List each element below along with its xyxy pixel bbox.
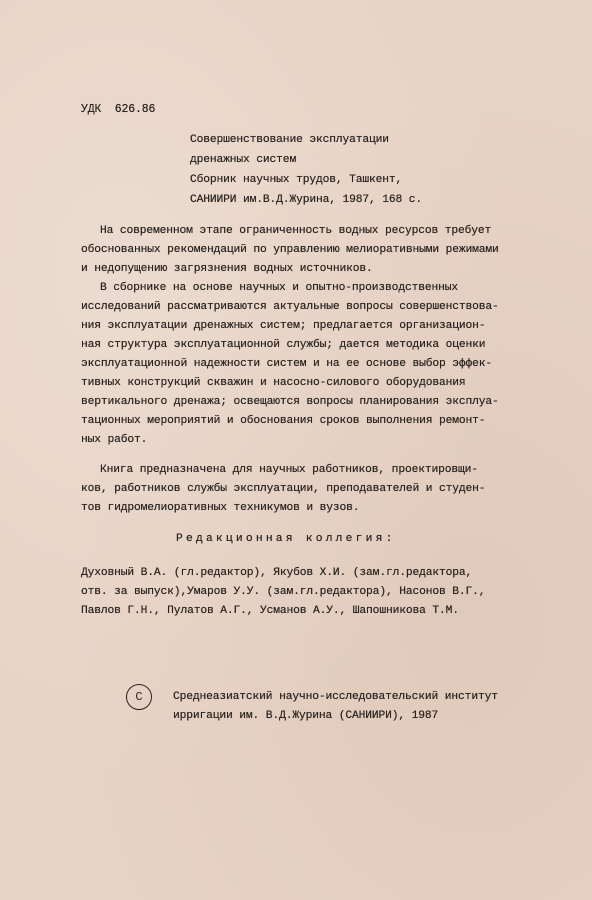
abstract-line: Книга предназначена для научных работников, проектировщи- [100, 464, 478, 476]
abstract-line: В сборнике на основе научных и опытно-производственных [100, 282, 458, 294]
board-line: отв. за выпуск),Умаров У.У. (зам.гл.редактора), Насонов В.Г., [81, 586, 486, 598]
abstract-line: тационных мероприятий и обоснования сроков выполнения ремонт- [81, 415, 486, 427]
institute-line: Среднеазиатский научно-исследовательский институт [173, 691, 498, 703]
abstract-line: обоснованных рекомендаций по управлению мелиоративными режимами [81, 244, 499, 256]
abstract-line: исследований рассматриваются актуальные вопросы совершенствова- [81, 301, 499, 313]
reference-line: Сборник научных трудов, Ташкент, [190, 174, 403, 186]
abstract-line: ния эксплуатации дренажных систем; предлагается организацион- [81, 320, 486, 332]
abstract-line: ная структура эксплуатационной службы; дается методика оценки [81, 339, 486, 351]
abstract-line: ков, работников службы эксплуатации, преподавателей и студен- [81, 483, 486, 495]
copyright-icon: С [126, 684, 152, 710]
reference-line: САНИИРИ им.В.Д.Журина, 1987, 168 с. [190, 194, 423, 206]
board-line: Павлов Г.Н., Пулатов А.Г., Усманов А.У., Шапошникова Т.М. [81, 605, 459, 617]
reference-line: дренажных систем [190, 154, 297, 166]
abstract-line: тов гидромелиоративных техникумов и вузов. [81, 502, 360, 514]
editorial-board-title: Редакционная коллегия: [176, 533, 396, 545]
abstract-line: эксплуатационной надежности систем и на ее основе выбор эффек- [81, 358, 493, 370]
reference-line: Совершенствование эксплуатации [190, 134, 389, 146]
abstract-line: ных работ. [81, 434, 148, 446]
udk-code: УДК 626.86 [81, 103, 156, 116]
abstract-line: На современном этапе ограниченность водных ресурсов требует [100, 225, 492, 237]
board-line: Духовный В.А. (гл.редактор), Якубов Х.И. (зам.гл.редактора, [81, 567, 473, 579]
abstract-line: вертикального дренажа; освещаются вопросы планирования эксплуа- [81, 396, 499, 408]
abstract-line: тивных конструкций скважин и насосно-силового оборудования [81, 377, 466, 389]
abstract-line: и недопущению загрязнения водных источников. [81, 263, 373, 275]
institute-line: ирригации им. В.Д.Журина (САНИИРИ), 1987 [173, 710, 439, 722]
